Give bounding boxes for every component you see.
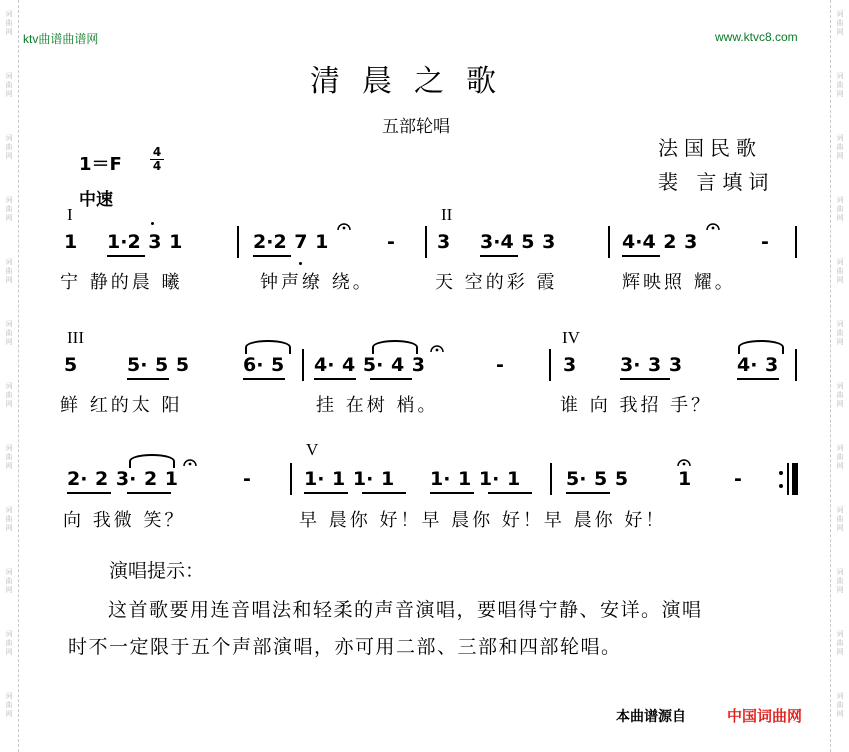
note-group: 1·2 3 1 (107, 231, 183, 253)
time-signature-top: 4 (152, 145, 162, 159)
note-group: 4· 4 5· 4 3 (314, 354, 425, 376)
watermark-text: 词 曲 网 (5, 134, 13, 160)
key-signature: 1＝F (79, 154, 122, 175)
section-mark-1: I (67, 205, 73, 224)
song-lyricist: 裴 言填词 (658, 170, 775, 194)
note-group: 6· 5 (243, 354, 285, 376)
song-title: 清晨之歌 (310, 64, 518, 99)
bar-line (425, 226, 427, 258)
lyric-phrase: 谁 向 我招 手？ (560, 395, 713, 416)
repeat-dot (779, 471, 783, 475)
tempo-marking: 中速 (79, 190, 113, 210)
beam-underline (127, 492, 171, 494)
beam-underline (737, 378, 779, 380)
bar-line (608, 226, 610, 258)
section-mark-5: V (306, 440, 319, 459)
song-subtitle: 五部轮唱 (382, 117, 450, 137)
lyric-phrase: 向 我微 笑？ (63, 510, 186, 531)
rest-dash: - (387, 231, 395, 253)
bar-line (795, 349, 797, 381)
note-group: 2·2 7 1 (253, 231, 329, 253)
lyric-phrase: 挂 在树 梢。 (316, 395, 439, 416)
lyric-phrase: 早 晨你 好！早 晨你 好！早 晨你 好！ (299, 510, 667, 531)
time-signature-bottom: 4 (152, 159, 162, 173)
watermark-text: 词 曲 网 (5, 258, 13, 284)
watermark-text: 词 曲 网 (836, 692, 844, 718)
watermark-text: 词 曲 网 (5, 196, 13, 222)
rest-dash: - (243, 468, 251, 490)
hints-heading: 演唱提示： (109, 560, 205, 582)
fermata-icon (430, 341, 444, 353)
watermark-text: 词 曲 网 (836, 72, 844, 98)
beam-underline (370, 378, 412, 380)
beam-underline (622, 255, 660, 257)
slur-arc (738, 340, 784, 354)
fermata-icon (677, 455, 691, 467)
high-octave-dot (151, 222, 154, 225)
beam-underline (480, 255, 518, 257)
section-mark-2: II (441, 205, 453, 224)
watermark-text: 词 曲 网 (5, 10, 13, 36)
beam-underline (304, 492, 348, 494)
beam-underline (243, 378, 285, 380)
repeat-dot (779, 484, 783, 488)
time-signature (150, 147, 164, 172)
note-group: 1· 1 1· 1 (304, 468, 395, 490)
lyric-phrase: 宁 静的晨 曦 (60, 272, 183, 293)
beam-underline (314, 378, 356, 380)
watermark-text: 词 曲 网 (5, 444, 13, 470)
slur-arc (245, 340, 291, 354)
source-site-link[interactable]: 中国词曲网 (727, 707, 803, 725)
repeat-bar-thick (792, 463, 798, 495)
rest-dash: - (761, 231, 769, 253)
note-group: 1· 1 1· 1 (430, 468, 521, 490)
note-group: 1 (64, 231, 78, 253)
header-right-link[interactable]: www.ktvc8.com (715, 30, 798, 44)
fermata-icon (337, 219, 351, 231)
note-group: 3·4 5 3 (480, 231, 556, 253)
watermark-text: 词 曲 网 (836, 630, 844, 656)
watermark-text: 词 曲 网 (836, 320, 844, 346)
beam-underline (67, 492, 111, 494)
bar-line (237, 226, 239, 258)
beam-underline (430, 492, 474, 494)
watermark-text: 词 曲 网 (836, 506, 844, 532)
watermark-text: 词 曲 网 (5, 568, 13, 594)
beam-underline (566, 492, 610, 494)
watermark-text: 词 曲 网 (836, 134, 844, 160)
watermark-text: 词 曲 网 (836, 10, 844, 36)
slur-arc (129, 454, 175, 468)
note-group: 3 (563, 354, 577, 376)
section-mark-3: III (67, 328, 84, 347)
lyric-phrase: 天 空的彩 霞 (435, 272, 558, 293)
watermark-text: 词 曲 网 (5, 382, 13, 408)
watermark-text: 词 曲 网 (836, 382, 844, 408)
beam-underline (127, 378, 169, 380)
watermark-text: 词 曲 网 (5, 72, 13, 98)
beam-underline (620, 378, 670, 380)
slur-arc (372, 340, 418, 354)
rest-dash: - (496, 354, 504, 376)
song-origin: 法国民歌 (658, 136, 762, 160)
note-group: 2· 2 3· 2 1 (67, 468, 178, 490)
fermata-icon (706, 219, 720, 231)
note-group: 5· 5 5 (566, 468, 629, 490)
header-left-link[interactable]: ktv曲谱曲谱网 (23, 32, 99, 46)
watermark-text: 词 曲 网 (836, 258, 844, 284)
hints-paragraph-line: 这首歌要用连音唱法和轻柔的声音演唱，要唱得宁静、安详。演唱 (108, 599, 703, 621)
watermark-text: 词 曲 网 (836, 444, 844, 470)
watermark-text: 词 曲 网 (836, 568, 844, 594)
lyric-phrase: 钟声缭 绕。 (260, 272, 374, 293)
watermark-text: 词 曲 网 (5, 692, 13, 718)
low-octave-dot (299, 262, 302, 265)
lyric-phrase: 辉映照 耀。 (622, 272, 736, 293)
bar-line (795, 226, 797, 258)
note-group: 4· 3 (737, 354, 779, 376)
note-group: 5 (64, 354, 78, 376)
beam-underline (488, 492, 532, 494)
section-mark-4: IV (562, 328, 580, 347)
beam-underline (253, 255, 291, 257)
lyric-phrase: 鲜 红的太 阳 (60, 395, 183, 416)
beam-underline (107, 255, 145, 257)
source-label: 本曲谱源自 (616, 709, 686, 725)
rest-dash: - (734, 468, 742, 490)
watermark-text: 词 曲 网 (5, 506, 13, 532)
bar-line (302, 349, 304, 381)
note-group: 3· 3 3 (620, 354, 683, 376)
bar-line (549, 349, 551, 381)
repeat-bar-thin (787, 463, 789, 495)
bar-line (550, 463, 552, 495)
bar-line (290, 463, 292, 495)
fermata-icon (183, 455, 197, 467)
note-group: 4·4 2 3 (622, 231, 698, 253)
watermark-text: 词 曲 网 (836, 196, 844, 222)
beam-underline (362, 492, 406, 494)
hints-paragraph-line: 时不一定限于五个声部演唱，亦可用二部、三部和四部轮唱。 (68, 636, 622, 658)
note-group: 3 (437, 231, 451, 253)
note-group: 1 (678, 468, 692, 490)
watermark-text: 词 曲 网 (5, 630, 13, 656)
note-group: 5· 5 5 (127, 354, 190, 376)
watermark-text: 词 曲 网 (5, 320, 13, 346)
